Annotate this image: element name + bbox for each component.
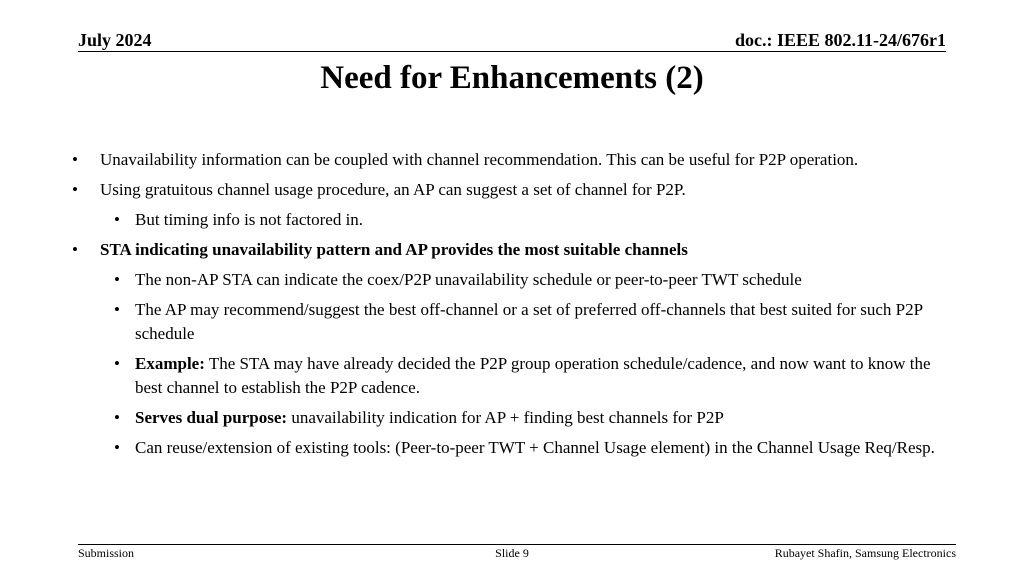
bullet-marker: •: [114, 438, 120, 457]
footer-submission: Submission: [78, 546, 135, 560]
bullet-text: Unavailability information can be coupled with channel recommendation. This can be useful for P2P operation.: [100, 150, 859, 169]
footer-divider: [78, 544, 956, 545]
bullet-marker: •: [114, 270, 120, 289]
bullet-item: [0, 178, 890, 202]
bullet-heading-text: STA indicating unavailability pattern and AP provides the most suitable channels: [100, 240, 688, 259]
sub-bullet-item: [0, 298, 935, 346]
sub-bullet-item: [0, 208, 935, 232]
bullet-marker: •: [114, 300, 120, 319]
bullet-text: But timing info is not factored in.: [135, 210, 364, 229]
sub-bullet-item: [0, 268, 935, 292]
bullet-marker: •: [72, 150, 78, 169]
bullet-text: Using gratuitous channel usage procedure, an AP can suggest a set of channel for P2P.: [100, 180, 686, 199]
slide-title: Need for Enhancements (2): [320, 60, 704, 96]
bullet-text: Can reuse/extension of existing tools: (Peer-to-peer TWT + Channel Usage element) in the Channel Usage Req/Resp.: [135, 438, 935, 457]
header-doc-id: doc.: IEEE 802.11-24/676r1: [734, 30, 946, 50]
bullet-marker: •: [114, 210, 120, 229]
bullet-item: [0, 148, 890, 172]
bullet-marker: •: [72, 240, 78, 259]
bullet-text: The AP may recommend/suggest the best off-channel or a set of preferred off-channels that best suited for such P2P schedule: [135, 300, 923, 343]
bullet-text: unavailability indication for AP + finding best channels for P2P: [287, 408, 724, 427]
bullet-marker: •: [72, 180, 78, 199]
bullet-item: [0, 238, 890, 262]
bullet-list: [0, 148, 1024, 466]
header-divider: [78, 51, 946, 52]
bullet-bold-prefix: Example:: [135, 354, 205, 373]
sub-bullet-item: [0, 406, 935, 430]
sub-bullet-item: [0, 352, 935, 400]
bullet-bold-prefix: Serves dual purpose:: [135, 408, 288, 427]
bullet-text: The STA may have already decided the P2P group operation schedule/cadence, and now want to know the best channel to establish the P2P cadence.: [135, 354, 931, 397]
footer-author: Rubayet Shafin, Samsung Electronics: [774, 546, 956, 560]
sub-bullet-item: [0, 436, 935, 460]
bullet-marker: •: [114, 408, 120, 427]
header-date: July 2024: [78, 30, 152, 50]
footer-slide-number: Slide 9: [495, 546, 529, 560]
bullet-marker: •: [114, 354, 120, 373]
bullet-text: The non-AP STA can indicate the coex/P2P unavailability schedule or peer-to-peer TWT schedule: [135, 270, 802, 289]
